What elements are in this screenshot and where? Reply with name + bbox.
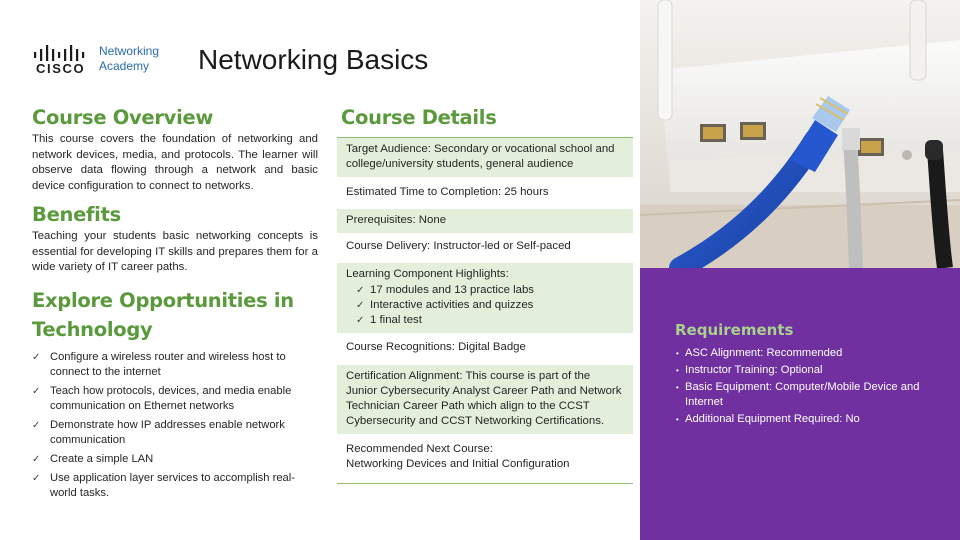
checkmark-icon: ✓	[32, 453, 41, 465]
cisco-networking-academy-logo	[32, 44, 172, 78]
logo-line-1: Networking	[99, 44, 160, 58]
explore-list	[32, 350, 318, 501]
requirements-list	[676, 346, 936, 429]
list-item: ✓ Interactive activities and quizzes	[356, 299, 534, 311]
ethernet-cable-photo	[640, 0, 960, 268]
list-item: ✓ Configure a wireless router and wireless host to connect to the internet	[32, 350, 286, 378]
certification-row: Certification Alignment: This course is part of the Junior Cybersecurity Analyst Career Path and Network Technician Career Path which align to the CCST Cybersecurity and CCST Networking Certifications.	[337, 365, 633, 436]
benefits-text: Teaching your students basic networking concepts is essential for developing IT skills and prepares them for a wide variety of IT career paths.	[32, 230, 318, 273]
highlights-label: Learning Component Highlights:	[346, 268, 509, 280]
highlights-list	[346, 283, 624, 328]
router-cable-illustration	[640, 0, 960, 268]
course-details-heading: Course Details	[341, 106, 497, 129]
delivery-row: Course Delivery: Instructor-led or Self-paced	[337, 235, 633, 263]
list-item: • Additional Equipment Required: No	[676, 412, 936, 427]
list-item: ✓ Create a simple LAN	[32, 452, 154, 465]
time-row: Estimated Time to Completion: 25 hours	[337, 179, 633, 209]
page-title: Networking Basics	[198, 44, 429, 75]
highlights-row	[337, 263, 633, 335]
cisco-bars-logo-icon	[34, 44, 90, 62]
course-overview-text: This course covers the foundation of networking and network devices, media, and protocols. The learner will observe data flowing through a network and basic device configuration to connect to networks.	[32, 133, 318, 192]
checkmark-icon: ✓	[356, 285, 365, 296]
course-details-table	[337, 137, 633, 484]
next-course-row	[337, 436, 633, 483]
prerequisites-row: Prerequisites: None	[337, 209, 633, 235]
checkmark-icon: ✓	[356, 300, 365, 311]
list-item: • Instructor Training: Optional	[676, 363, 936, 378]
explore-heading: Explore Opportunities in Technology	[32, 288, 294, 341]
next-course-label: Recommended Next Course:	[346, 443, 493, 455]
list-item: ✓ 17 modules and 13 practice labs	[356, 284, 535, 296]
list-item: ✓ Use application layer services to accomplish real-world tasks.	[32, 471, 295, 499]
list-item: ✓ 1 final test	[356, 314, 422, 326]
requirements-heading: Requirements	[675, 321, 794, 339]
checkmark-icon: ✓	[32, 385, 41, 397]
next-course-name: Networking Devices and Initial Configuration	[346, 458, 570, 470]
list-item: ✓ Demonstrate how IP addresses enable network communication	[32, 418, 285, 446]
checkmark-icon: ✓	[32, 351, 41, 363]
list-item: • Basic Equipment: Computer/Mobile Device and Internet	[676, 380, 936, 410]
logo-line-2: Academy	[99, 59, 150, 73]
list-item: ✓ Teach how protocols, devices, and media enable communication on Ethernet networks	[32, 384, 292, 412]
course-details-column	[337, 103, 633, 484]
list-item: • ASC Alignment: Recommended	[676, 346, 936, 361]
checkmark-icon: ✓	[32, 472, 41, 484]
course-overview-heading: Course Overview	[32, 106, 214, 129]
benefits-heading: Benefits	[32, 203, 121, 226]
checkmark-icon: ✓	[356, 315, 365, 326]
cisco-wordmark: CISCO	[36, 61, 86, 76]
recognitions-row: Course Recognitions: Digital Badge	[337, 335, 633, 365]
checkmark-icon: ✓	[32, 419, 41, 431]
networking-academy-text	[99, 44, 159, 74]
left-column	[32, 103, 318, 505]
target-audience-row: Target Audience: Secondary or vocational school and college/university students, general audience	[337, 138, 633, 179]
